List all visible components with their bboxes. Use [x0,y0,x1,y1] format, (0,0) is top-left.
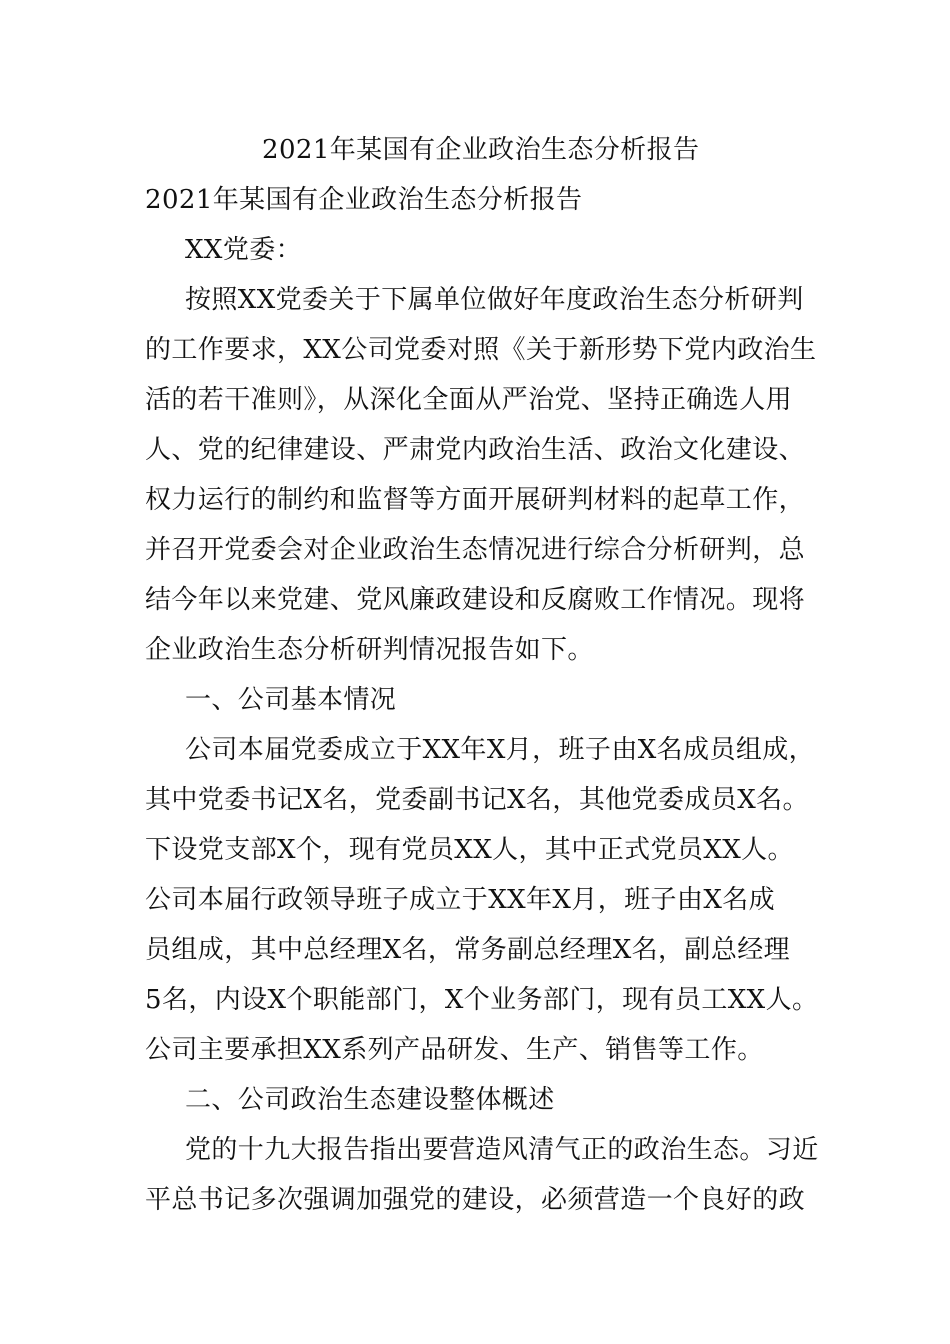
paragraph-1-line: 的工作要求，XX公司党委对照《关于新形势下党内政治生 [145,335,817,365]
paragraph-2-line: 公司本届党委成立于XX年X月，班子由X名成员组成， [185,735,816,765]
paragraph-1-line: 并召开党委会对企业政治生态情况进行综合分析研判，总 [145,535,806,565]
section-heading-2: 二、公司政治生态建设整体概述 [185,1085,555,1115]
paragraph-1-line: 人、党的纪律建设、严肃党内政治生活、政治文化建设、 [145,435,806,465]
paragraph-2-line: 下设党支部X个，现有党员XX人，其中正式党员XX人。 [145,835,794,865]
paragraph-1-line: 结今年以来党建、党风廉政建设和反腐败工作情况。现将 [145,585,806,615]
paragraph-1-line: 活的若干准则》，从深化全面从严治党、坚持正确选人用 [145,385,793,415]
paragraph-2-line: 员组成，其中总经理X名，常务副总经理X名，副总经理 [145,935,791,965]
paragraph-1-line: 权力运行的制约和监督等方面开展研判材料的起草工作， [145,485,806,515]
paragraph-1-line: 企业政治生态分析研判情况报告如下。 [145,635,594,665]
paragraph-2-line: 公司主要承担XX系列产品研发、生产、销售等工作。 [145,1035,764,1065]
paragraph-3-line: 平总书记多次强调加强党的建设，必须营造一个良好的政 [145,1185,806,1215]
section-heading-1: 一、公司基本情况 [185,685,397,715]
paragraph-2-line: 其中党委书记X名，党委副书记X名，其他党委成员X名。 [145,785,809,815]
paragraph-1-line: 按照XX党委关于下属单位做好年度政治生态分析研判 [185,285,804,315]
salutation: XX党委： [185,235,303,265]
paragraph-2-line: 公司本届行政领导班子成立于XX年X月，班子由X名成 [145,885,776,915]
document-subtitle: 2021年某国有企业政治生态分析报告 [145,185,583,215]
paragraph-2-line: 5名，内设X个职能部门，X个业务部门，现有员工XX人。 [145,985,819,1015]
paragraph-3-line: 党的十九大报告指出要营造风清气正的政治生态。习近 [185,1135,819,1165]
document-title: 2021年某国有企业政治生态分析报告 [262,135,700,165]
